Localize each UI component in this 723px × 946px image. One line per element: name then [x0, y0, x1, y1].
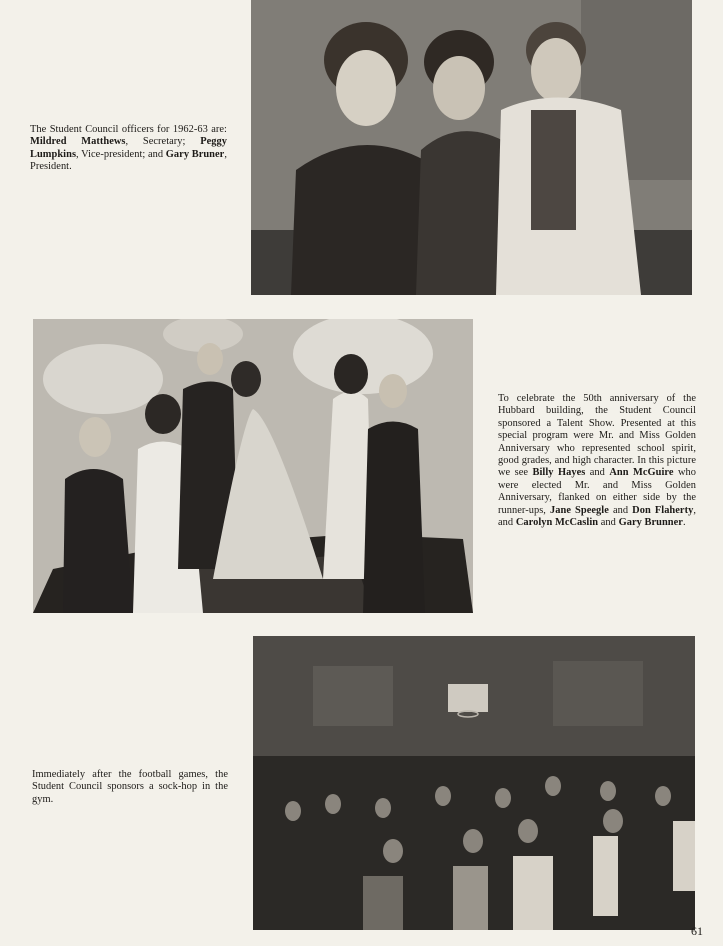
- page-number: 61: [691, 924, 703, 938]
- officers-caption: The Student Council officers for 1962-63 are: Mildred Matthews, Secretary; Peggy Lumpkins, Vice-president; and Gary Bruner, President.: [30, 124, 228, 173]
- talent-show-caption: To celebrate the 50th anniversary of the Hubbard building, the Student Council sponsored a Talent Show. Presented at this special program were Mr. and Miss Golden Anniversary who represented school spirit, good grades, and high character. In this picture we see Billy Hayes and Ann McGuire who were elected Mr. and Miss Golden Anniversary, flanked on either side by the runner-ups, Jane Speegle and Don Flaherty, and Carolyn McCaslin and Gary Brunner.: [498, 393, 697, 529]
- officers-photo: [251, 0, 692, 295]
- sock-hop-caption: Immediately after the football games, the Student Council sponsors a sock-hop in the gym.: [32, 769, 228, 805]
- sock-hop-photo: [253, 636, 695, 930]
- talent-show-photo: [33, 319, 473, 613]
